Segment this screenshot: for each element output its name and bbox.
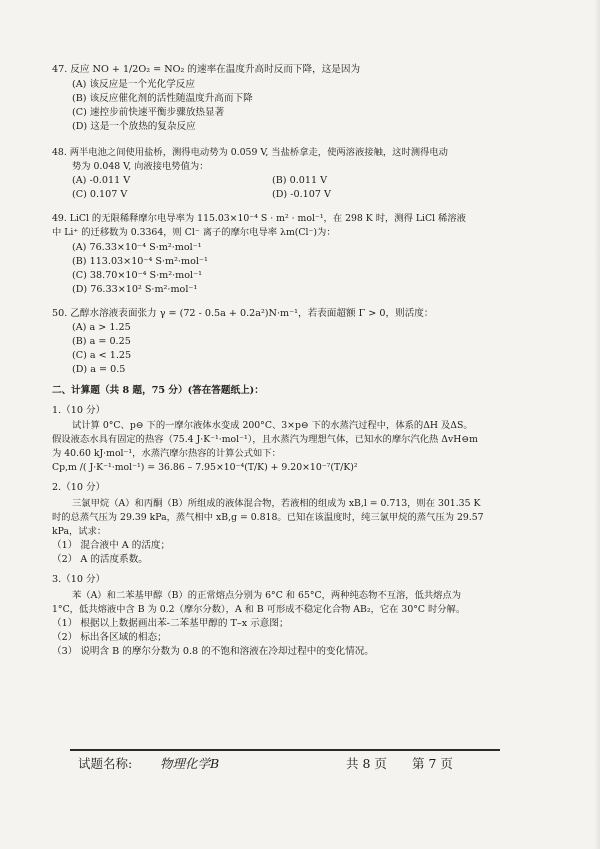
question-48-stem-line2: 势为 0.048 V, 向液接电势值为： [72,161,209,172]
problem-3-line-1: 苯（A）和二苯基甲醇（B）的正常熔点分别为 6°C 和 65°C，两种纯态物不互溶，低共熔点为 [72,590,462,601]
problem-1-line-3: 为 40.60 kJ·mol⁻¹，水蒸汽摩尔热容的计算公式如下： [52,448,281,459]
question-48-option-a: (A) -0.011 V [72,175,131,186]
problem-1-line-1: 试计算 0°C、p⊖ 下的一摩尔液体水变成 200°C、3×p⊖ 下的水蒸汽过程中，体系的ΔH 及ΔS。 [72,420,473,431]
footer-exam-name-label: 试题名称: [78,756,133,771]
scan-edge-shadow [594,0,600,849]
problem-3-title: 3.（10 分） [52,574,106,585]
problem-1-formula: Cp,m /( J·K⁻¹·mol⁻¹) = 36.86 – 7.95×10⁻⁴(T/K) + 9.20×10⁻⁷(T/K)² [52,462,358,473]
question-48-stem-line1: 48. 两半电池之间使用盐桥，测得电动势为 0.059 V, 当盐桥拿走，使两溶液接触，这时测得电动 [52,147,448,158]
question-48-option-c: (C) 0.107 V [72,189,128,200]
problem-1-title: 1.（10 分） [52,405,106,416]
problem-2-item-2: （2） A 的活度系数。 [52,554,148,565]
question-49-option-c: (C) 38.70×10⁻⁴ S·m²·mol⁻¹ [72,270,203,281]
question-47-option-d: (D) 这是一个放热的复杂反应 [72,121,196,132]
question-50-option-a: (A) a > 1.25 [72,322,131,333]
problem-3-item-2: （2） 标出各区域的相态； [52,632,167,643]
question-50-option-d: (D) a = 0.5 [72,364,126,375]
footer-subject: 物理化学B [160,756,220,771]
question-47-option-c: (C) 速控步前快速平衡步骤放热显著 [72,107,225,118]
problem-3-item-3: （3） 说明含 B 的摩尔分数为 0.8 的不饱和溶液在冷却过程中的变化情况。 [52,646,374,657]
problem-1-line-2: 假设液态水具有固定的热容（75.4 J·K⁻¹·mol⁻¹），且水蒸汽为理想气体，已知水的摩尔汽化热 ΔvH⊖m [52,434,478,445]
problem-2-line-2: 时的总蒸气压为 29.39 kPa，蒸气相中 xB,g = 0.818。已知在该温度时，纯三氯甲烷的蒸气压为 29.57 [52,512,484,523]
problem-2-line-1: 三氯甲烷（A）和丙酮（B）所组成的液体混合物，若液相的组成为 xB,l = 0.713，则在 301.35 K [72,498,481,509]
problem-2-title: 2.（10 分） [52,482,106,493]
section-2-heading: 二、计算题（共 8 题，75 分）(答在答题纸上)： [52,385,264,396]
question-49-stem-line2: 中 Li⁺ 的迁移数为 0.3364，则 Cl⁻ 离子的摩尔电导率 λm(Cl⁻)为： [52,227,336,238]
problem-2-item-1: （1） 混合液中 A 的活度； [52,540,171,551]
problem-3-item-1: （1） 根据以上数据画出苯-二苯基甲醇的 T–x 示意图； [52,618,289,629]
question-47-stem: 47. 反应 NO + 1/2O₂ = NO₂ 的速率在温度升高时反而下降，这是因为 [52,64,361,75]
question-47-option-a: (A) 该反应是一个光化学反应 [72,79,195,90]
footer-page-number: 第 7 页 [412,756,453,771]
question-49-option-b: (B) 113.03×10⁻⁴ S·m²·mol⁻¹ [72,256,208,267]
question-47-option-b: (B) 该反应催化剂的活性随温度升高而下降 [72,93,253,104]
question-50-option-c: (C) a < 1.25 [72,350,132,361]
question-50-stem: 50. 乙醇水溶液表面张力 γ = (72 - 0.5a + 0.2a²)N·m⁻¹，若表面超额 Γ > 0，则活度： [52,308,434,319]
footer-divider [70,749,500,751]
question-48-option-b: (B) 0.011 V [272,175,328,186]
problem-3-line-2: 1°C，低共熔液中含 B 为 0.2（摩尔分数），A 和 B 可形成不稳定化合物 AB₂，它在 30°C 时分解。 [52,604,466,615]
question-48-option-d: (D) -0.107 V [272,189,331,200]
question-50-option-b: (B) a = 0.25 [72,336,131,347]
question-49-option-d: (D) 76.33×10² S·m²·mol⁻¹ [72,284,198,295]
problem-2-line-3: kPa，试求： [52,526,107,537]
question-49-stem-line1: 49. LiCl 的无限稀释摩尔电导率为 115.03×10⁻⁴ S · m² · mol⁻¹，在 298 K 时，测得 LiCl 稀溶液 [52,213,466,224]
question-49-option-a: (A) 76.33×10⁻⁴ S·m²·mol⁻¹ [72,242,202,253]
footer-total-pages: 共 8 页 [346,756,387,771]
